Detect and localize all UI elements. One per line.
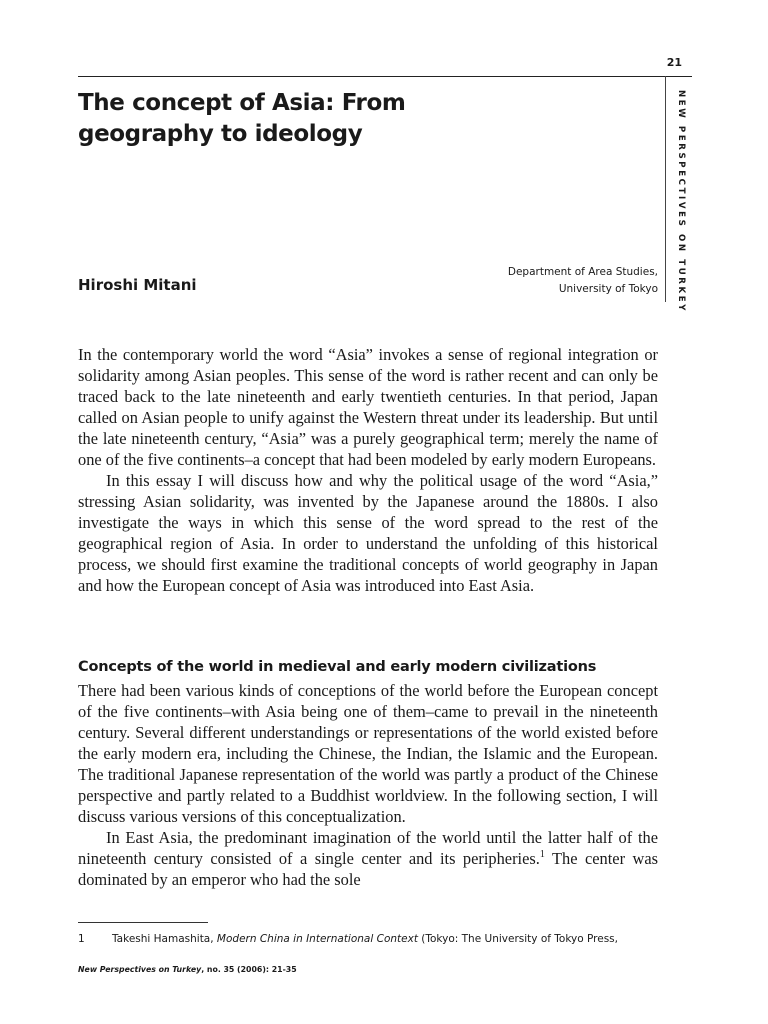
affiliation-department: Department of Area Studies, xyxy=(507,266,658,278)
section-paragraph-2-text: In East Asia, the predominant imagination of the world until the latter half of the nineteenth century consisted of a single center and its peripheries. xyxy=(78,828,658,868)
section-body xyxy=(78,680,658,890)
header-rule xyxy=(78,76,692,77)
footnote-reference[interactable]: 1 xyxy=(539,849,545,860)
section-paragraph-1: There had been various kinds of conceptions of the world before the European concept of the five continents–with Asia being one of them–came to prevail in the nineteenth century. Several different understandings or representations of the world existed before the early modern era, including the Chinese, the Indian, the Islamic and the European. The traditional Japanese representation of the world was partly a product of the Chinese perspective and partly related to a Buddhist worldview. In the following section, I will discuss various versions of this conceptualization. xyxy=(78,681,658,826)
footnote-number: 1 xyxy=(78,933,85,945)
journal-citation xyxy=(78,965,297,974)
section-paragraph-2 xyxy=(78,827,658,890)
affiliation-university: University of Tokyo xyxy=(558,283,658,295)
section-paragraph-2-continued: The center was dominated by an emperor who had the sole xyxy=(78,849,658,889)
intro-paragraph-1: In the contemporary world the word “Asia” invokes a sense of regional integration or solidarity among Asian peoples. This sense of the word is rather recent and can only be traced back to the late nineteenth and early twentieth centuries. In that period, Japan called on Asian people to unify against the Western threat under its leadership. But until the late nineteenth century, “Asia” was a purely geographical term; merely the name of one of the five continents–a concept that had been modeled by early modern Europeans. xyxy=(78,345,658,469)
author-name: Hiroshi Mitani xyxy=(78,276,197,294)
journal-issue: , no. 35 (2006): 21-35 xyxy=(201,965,297,974)
page-number: 21 xyxy=(666,56,682,69)
intro-paragraph-2: In this essay I will discuss how and why the political usage of the word “Asia,” stressing Asian solidarity, was invented by the Japanese around the 1880s. I also investigate the ways in which this sense of the word spread to the rest of the geographical region of Asia. In order to understand the unfolding of this historical process, we should first examine the traditional concepts of world geography in Japan and how the European concept of Asia was introduced into East Asia. xyxy=(78,471,658,595)
section-heading: Concepts of the world in medieval and early modern civilizations xyxy=(78,659,597,675)
footnote-author: Takeshi Hamashita, xyxy=(112,933,217,945)
intro-section xyxy=(78,344,658,596)
footnote-book-title: Modern China in International Context xyxy=(216,933,418,945)
article-title: The concept of Asia: From geography to ideology xyxy=(78,90,406,147)
footnote xyxy=(78,933,678,945)
footnote-rule xyxy=(78,922,208,923)
running-head: NEW PERSPECTIVES ON TURKEY xyxy=(676,90,686,314)
running-head-rule xyxy=(665,76,666,302)
journal-name: New Perspectives on Turkey xyxy=(78,965,202,974)
footnote-details: (Tokyo: The University of Tokyo Press, xyxy=(417,933,618,945)
author-affiliation xyxy=(420,264,658,298)
